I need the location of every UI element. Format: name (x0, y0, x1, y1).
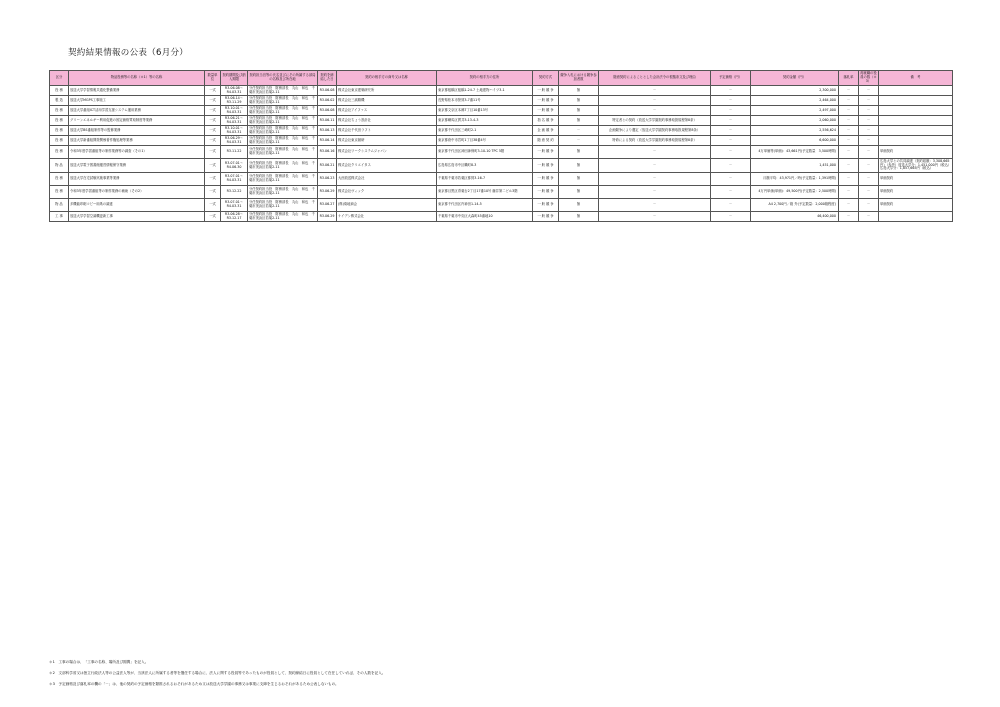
table-cell: 分任契約担当役 財務部長 丸山 和也 千葉市美浜区若葉2-11 (248, 106, 318, 116)
table-cell: 放送大学学習空調機更新工事 (69, 212, 205, 222)
table-cell: R3.06.21～R4.03.31 (221, 116, 248, 126)
table-cell: 一 般 競 争 (533, 186, 559, 199)
table-cell (879, 86, 953, 96)
table-cell: 無 (559, 173, 599, 186)
table-cell: 東京都目黒区青葉台2丁目17番10号 藤井第二ビル3階 (437, 186, 533, 199)
table-cell: 単価契約 (879, 146, 953, 159)
table-cell: 単価契約 (879, 199, 953, 212)
table-cell: 分任契約担当役 財務部長 丸山 和也 千葉市美浜区若葉2-11 (248, 212, 318, 222)
table-cell: 令和3年度学習番組等の制作業務の補助（その2） (69, 186, 205, 199)
table-cell: 一 般 競 争 (533, 106, 559, 116)
table-cell: － (599, 86, 711, 96)
table-cell: R3.06.14～R3.11.29 (221, 96, 248, 106)
table-cell: － (711, 146, 751, 159)
table-cell: － (599, 106, 711, 116)
table-row (50, 126, 953, 136)
table-cell: － (839, 106, 859, 116)
table-cell: － (599, 173, 711, 186)
header-cell: 競争入札における競争参加者数 (559, 71, 599, 86)
table-cell: 一 般 競 争 (533, 86, 559, 96)
table-cell: R3.06.11 (318, 116, 337, 126)
table-cell: － (859, 199, 879, 212)
table-cell: － (839, 146, 859, 159)
table-cell (879, 106, 953, 116)
table-cell: － (711, 126, 751, 136)
table-cell: R3.10.01～R4.03.31 (221, 106, 248, 116)
table-cell: － (711, 96, 751, 106)
table-cell: 分任契約担当役 財務部長 丸山 和也 千葉市美浜区若葉2-11 (248, 173, 318, 186)
header-cell: 随意契約によることとした会計法令の根拠条文及び理由 (599, 71, 711, 86)
table-cell: － (599, 159, 711, 173)
table-cell: － (599, 199, 711, 212)
table-cell: 企画競争により選定（放送大学学園契約事務取扱規程第8条） (599, 126, 711, 136)
table-cell: 東京都文京区本郷7丁目10番13号 (437, 106, 533, 116)
table-cell: 無 (559, 116, 599, 126)
table-cell: 随 意 契 約 (533, 136, 559, 146)
table-cell: R3.06.29～R4.03.31 (221, 136, 248, 146)
table-cell: R3.06.08 (318, 86, 337, 96)
table-cell: 広島大学との共同調達（契約総額：3,308,665円）（参考）放送大学分：1,451,000円（税込）広島大学分：1,857,665円（税込） (879, 159, 953, 173)
table-row (50, 86, 953, 96)
table-cell: － (839, 126, 859, 136)
table-cell: 一式 (205, 136, 221, 146)
table-cell: － (711, 159, 751, 173)
table-cell: R3.06.13 (318, 126, 337, 136)
table-cell: 無 (559, 212, 599, 222)
table-cell: 株式会社ヴィック (337, 186, 437, 199)
table-cell: R3.06.29 (318, 212, 337, 222)
header-cell: 区分 (50, 71, 69, 86)
table-cell: 一 般 競 争 (533, 199, 559, 212)
table-cell: R3.06.28～R3.12.17 (221, 212, 248, 222)
table-row (50, 106, 953, 116)
header-cell: 備 考 (879, 71, 953, 86)
table-cell: 東京都板橋区板橋1-24-7 土地建物ハイツ3-1 (437, 86, 533, 96)
table-cell: 一 般 競 争 (533, 159, 559, 173)
table-cell: 放送大学新番組開発関係著作権処理等業務 (69, 136, 205, 146)
table-cell: 分任契約担当役 財務部長 丸山 和也 千葉市美浜区若葉2-11 (248, 159, 318, 173)
table-cell: ケイデン株式会社 (337, 212, 437, 222)
table-cell: － (711, 212, 751, 222)
table-cell: 分任契約担当役 財務部長 丸山 和也 千葉市美浜区若葉2-11 (248, 126, 318, 136)
footnote-3: ＊3 予定価格及び落札率の欄の「－」は、他の契約の予定価格を類推されるおそれがあるため又は放送大学学園の事務又は事業に支障を生じるおそれがあるため公表しないもの。 (49, 682, 339, 686)
table-cell: R3.12.22 (221, 186, 248, 199)
table-cell: 無 (559, 159, 599, 173)
table-cell: 4万円単価(単価)：49,500円(予定数量：2,500時間) (751, 186, 839, 199)
table-cell: － (839, 116, 859, 126)
table-row (50, 159, 953, 173)
table-cell: － (839, 186, 859, 199)
table-cell: 2,464,000 (751, 96, 839, 106)
table-cell: 役 務 (50, 173, 69, 186)
table-cell: － (859, 212, 879, 222)
table-cell: － (599, 96, 711, 106)
table-cell: － (859, 136, 879, 146)
table-cell (879, 136, 953, 146)
table-cell: 一式 (205, 199, 221, 212)
table-row (50, 212, 953, 222)
table-cell: 分任契約担当役 財務部長 丸山 和也 千葉市美浜区若葉2-11 (248, 186, 318, 199)
table-cell: R3.07.01～R4.06.30 (221, 159, 248, 173)
header-cell: 契約担当官等の氏名並びにその所属する部局の名称及び所在地 (248, 71, 318, 86)
table-cell: R3.06.27 (318, 199, 337, 212)
table-cell: 無 (559, 96, 599, 106)
header-cell: 数量単位 (205, 71, 221, 86)
table-cell: R3.06.21 (318, 159, 337, 173)
table-cell: 令和3年度学習番組等の制作業務等の調査（その1） (69, 146, 205, 159)
table-cell: 放送大学学習情報共通化整備業務 (69, 86, 205, 96)
table-cell: 広島県広島市中区幟町8-3 (437, 159, 533, 173)
table-cell: 放送大学在宅試験実施事業等業務 (69, 173, 205, 186)
table-cell: 無 (559, 146, 599, 159)
table-cell: 一式 (205, 106, 221, 116)
table-cell: 一 般 競 争 (533, 212, 559, 222)
header-cell: 契約を締結した日 (318, 71, 337, 86)
table-cell: 一 般 競 争 (533, 173, 559, 186)
table-cell: － (839, 159, 859, 173)
table-cell: － (559, 136, 599, 146)
table-cell: 一式 (205, 146, 221, 159)
table-cell: (株)菊地商会 (337, 199, 437, 212)
table-cell: － (711, 199, 751, 212)
table-cell: R3.06.08～R4.03.31 (221, 86, 248, 96)
table-cell: 特定者との契約（放送大学学園契約事務取扱規程第8条） (599, 116, 711, 126)
table-cell: － (839, 212, 859, 222)
table-cell: 分任契約担当役 財務部長 丸山 和也 千葉市美浜区若葉2-11 (248, 86, 318, 96)
table-cell: 東京都府中市宮町1丁目38番4号 (437, 136, 533, 146)
table-cell: － (859, 173, 879, 186)
table-cell: 長野県松本市笹賀3-7番11号 (437, 96, 533, 106)
table-cell: － (859, 96, 879, 106)
table-cell: － (859, 116, 879, 126)
table-cell (879, 116, 953, 126)
table-cell: 分任契約担当役 財務部長 丸山 和也 千葉市美浜区若葉2-11 (248, 136, 318, 146)
footnote-1: ＊1 工事の場合は、「工事の名称、場所及び期間」を記入。 (49, 660, 149, 664)
table-cell: － (711, 186, 751, 199)
table-cell (879, 212, 953, 222)
table-cell: 一 般 競 争 (533, 96, 559, 106)
table-cell: 役 務 (50, 126, 69, 136)
table-cell: 東京都千代田区三崎町2-1 (437, 126, 533, 136)
table-cell: － (859, 126, 879, 136)
table-cell: 一式 (205, 173, 221, 186)
table-cell: 役 務 (50, 146, 69, 159)
table-cell: － (859, 159, 879, 173)
header-cell: 契約金額（円） (751, 71, 839, 86)
table-cell: 一式 (205, 86, 221, 96)
table-cell: 株式会社東京建築研究所 (337, 86, 437, 96)
footnote-2: ＊2 文部科学省又は独立行政法人等の公益法人等が、当該法人に所属する者等を選任する場合に、法人に関する役員等であったものが役員として、契約締結日に役員として在任していれば、その人数を記入。 (49, 671, 386, 675)
table-cell: 放送大学電子図書館運営情報保守業務 (69, 159, 205, 173)
table-cell: 無 (559, 186, 599, 199)
table-cell: 無 (559, 199, 599, 212)
table-cell: － (859, 186, 879, 199)
table-cell: 千葉県千葉市中央区大森町45番地10 (437, 212, 533, 222)
table-cell: 46,400,000 (751, 212, 839, 222)
table-cell: 2,556,624 (751, 126, 839, 136)
header-cell: 物品役務等の名称（＊1）等の名称 (69, 71, 205, 86)
table-cell: 役 務 (50, 186, 69, 199)
header-cell: 契約方式 (533, 71, 559, 86)
header-cell: 再就職の役員の数（＊3） (859, 71, 879, 86)
footnotes (49, 660, 385, 693)
table-cell: 無 (559, 86, 599, 96)
table-cell: － (859, 106, 879, 116)
table-cell: 2,300,000 (751, 86, 839, 96)
table-cell: 一 般 競 争 (533, 146, 559, 159)
table-cell: 一式 (205, 96, 221, 106)
table-cell: R3.06.16 (318, 146, 337, 159)
table-cell: 物 品 (50, 159, 69, 173)
table-cell: 分任契約担当役 財務部長 丸山 和也 千葉市美浜区若葉2-11 (248, 146, 318, 159)
table-cell: 放送大学MGPS工事施工 (69, 96, 205, 106)
table-cell: － (839, 199, 859, 212)
table-cell: 分任契約担当役 財務部長 丸山 和也 千葉市美浜区若葉2-11 (248, 96, 318, 106)
table-cell: － (839, 86, 859, 96)
table-cell: R3.06.14 (318, 136, 337, 146)
table-cell: 株式会社東京創研 (337, 136, 437, 146)
table-cell: － (711, 173, 751, 186)
table-cell: 株式会社三誠精機 (337, 96, 437, 106)
table-cell (879, 96, 953, 106)
table-row (50, 136, 953, 146)
table-cell: 株式会社ちょう設計社 (337, 116, 437, 126)
header-cell: 契約の相手方の住所 (437, 71, 533, 86)
table-cell: 一式 (205, 116, 221, 126)
table-cell: － (711, 136, 751, 146)
table-cell: 東京都千代田区神田神保町3-10-10 TPC 5階 (437, 146, 533, 159)
table-cell: R3.06.08 (318, 106, 337, 116)
table-cell: 2,060,000 (751, 116, 839, 126)
table-cell: R3.11.22 (221, 146, 248, 159)
table-cell: － (859, 146, 879, 159)
table-cell: 役 務 (50, 106, 69, 116)
table-cell: 工 事 (50, 212, 69, 222)
table-cell: 企 画 競 争 (533, 126, 559, 136)
table-cell: 製 造 (50, 96, 69, 106)
table-cell: 役 務 (50, 116, 69, 126)
table-cell: － (711, 116, 751, 126)
header-cell: 契約の相手方の商号又は名称 (337, 71, 437, 86)
table-cell: 分任契約担当役 財務部長 丸山 和也 千葉市美浜区若葉2-11 (248, 116, 318, 126)
table-cell: 2,497,000 (751, 106, 839, 116)
table-cell: 株式会社ワークシステムジャパン (337, 146, 437, 159)
table-cell: 月額平均：43,971円／時(予定数量：1,391時間) (751, 173, 839, 186)
table-cell: 千葉県千葉市若葉区都賀3-16-7 (437, 173, 533, 186)
page-title: 契約結果情報の公表（6月分） (68, 48, 189, 58)
table-cell: 単価契約 (879, 186, 953, 199)
table-cell: － (599, 212, 711, 222)
table-cell: 多機能印刷コピー用紙の調達 (69, 199, 205, 212)
table-cell: 株式会社クリエイタス (337, 159, 437, 173)
table-cell: 東京都千代田区内神田1-14-5 (437, 199, 533, 212)
table-cell: 放送大学番組ICT活用学習支援システム運用業務 (69, 106, 205, 116)
table-cell: 一式 (205, 186, 221, 199)
table-cell (879, 126, 953, 136)
table-cell: － (859, 86, 879, 96)
table-row (50, 116, 953, 126)
table-cell: 役 務 (50, 136, 69, 146)
table-cell: 株式会社アイファス (337, 106, 437, 116)
table-cell: R3.10.01～R4.03.31 (221, 126, 248, 136)
table-cell: 指 名 競 争 (533, 116, 559, 126)
table-row (50, 199, 953, 212)
table-header-row (50, 71, 953, 86)
table-cell: 物 品 (50, 199, 69, 212)
table-cell: 一式 (205, 126, 221, 136)
table-cell: － (711, 86, 751, 96)
table-cell: － (599, 146, 711, 159)
table-cell: － (839, 96, 859, 106)
table-cell: － (599, 186, 711, 199)
table-row (50, 186, 953, 199)
table-cell: 一式 (205, 159, 221, 173)
table-cell: 大西放送株式会社 (337, 173, 437, 186)
table-cell: 6,600,000 (751, 136, 839, 146)
table-cell: 特命による契約（放送大学学園契約事務取扱規程第8条） (599, 136, 711, 146)
table-cell: R3.06.29 (318, 186, 337, 199)
header-cell: 契約期間及び納入期限 (221, 71, 248, 86)
table-cell: － (559, 126, 599, 136)
table-row (50, 146, 953, 159)
table-cell: 株式会社千代田ラフト (337, 126, 437, 136)
table-cell: 放送大学BS番組制作等の監修業務 (69, 126, 205, 136)
header-cell: 予定価格（円） (711, 71, 751, 86)
table-row (50, 96, 953, 106)
table-cell: 無 (559, 106, 599, 116)
table-cell: 単価契約 (879, 173, 953, 186)
table-cell: R3.07.01～R4.03.31 (221, 199, 248, 212)
contract-table (49, 70, 953, 222)
table-cell: 東京都練馬区貫井3-13-4-3 (437, 116, 533, 126)
table-row (50, 173, 953, 186)
table-cell: R3.06.02 (318, 96, 337, 106)
table-cell: － (839, 173, 859, 186)
table-cell: R3.06.23 (318, 173, 337, 186)
table-cell: － (839, 136, 859, 146)
header-cell: 落札率 (839, 71, 859, 86)
table-cell: － (711, 106, 751, 116)
table-cell: A4 2,700円／箱 外(予定数量：2,000箱程度) (751, 199, 839, 212)
table-cell: 4万単価等(単価)：43,661円(予定数量 3,500時間) (751, 146, 839, 159)
table-cell: R3.07.01～R4.03.31 (221, 173, 248, 186)
table-cell: 分任契約担当役 財務部長 丸山 和也 千葉市美浜区若葉2-11 (248, 199, 318, 212)
table-cell: 一式 (205, 212, 221, 222)
table-cell: 役 務 (50, 86, 69, 96)
table-cell: グリーンエネルギー利用促進の固定価格買取制度等業務 (69, 116, 205, 126)
table-cell: 1,451,000 (751, 159, 839, 173)
